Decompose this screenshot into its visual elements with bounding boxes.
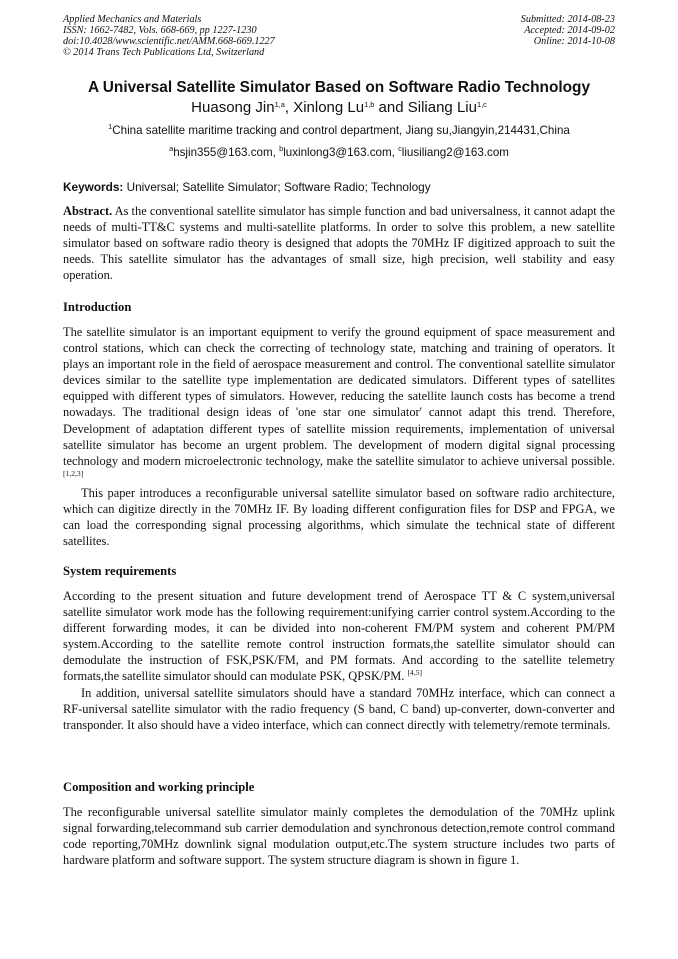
paragraph: The satellite simulator is an important equipment to verify the ground equipment of space measurement and control stations, which can check the correcting of technology state, matching and training of operators. It plays an important role in the field of aerospace measurement and control. The conventional satellite simulator devices similar to the satellite type implementation are dedicated simulators. Different types of satellites equipped with different types of simulators. However, reducing the satellite launch costs has become a trend nowadays. The traditional design ideas of 'one star one simulator' cannot adapt this trend. Therefore, Development of adaptation different types of satellite mission requirements, implementation of universal satellite simulator has become an urgent problem. The development of modern digital signal processing technology and modern microelectronic technology, make the satellite simulator to achieve universal possible.[1,2,3] xyxy=(63,325,615,478)
author-emails xyxy=(0,146,678,159)
affiliation xyxy=(0,124,678,137)
keywords-label: Keywords: xyxy=(63,180,124,194)
keywords-text: Universal; Satellite Simulator; Software Radio; Technology xyxy=(123,180,431,194)
doi-line: doi:10.4028/www.scientific.net/AMM.668-669.1227 xyxy=(63,35,275,47)
affiliation-sup: 1 xyxy=(108,122,113,131)
section-heading-introduction: Introduction xyxy=(63,300,132,314)
email-link[interactable]: hsjin355@163.com, xyxy=(173,146,280,159)
paragraph: The reconfigurable universal satellite simulator mainly completes the demodulation of the 70MHz uplink signal forwarding,telecommand sub carrier demodulation and synchronous detection,remote control command code reporting,70MHz downlink signal modulation output,etc.The system structure includes two parts of hardware platform and software support. The system structure diagram is shown in figure 1. xyxy=(63,805,615,868)
journal-name: Applied Mechanics and Materials xyxy=(63,14,202,25)
author-name: Huasong Jin xyxy=(191,99,275,116)
section-body-introduction xyxy=(63,324,615,549)
abstract-label: Abstract. xyxy=(63,204,113,218)
publication-dates xyxy=(521,15,615,48)
abstract-text: As the conventional satellite simulator has simple function and bad universalness, it cannot adapt the needs of multi-TT&C systems and multi-satellite platforms. In order to solve this problem, a new satellite simulator based on software radio theory is designed that adopts the 70MHz IF digitized approach to suit the needs. This satellite simulator has the advantages of small size, high precision, well stability and easy operation. xyxy=(63,204,615,283)
email-sup: c xyxy=(398,144,402,153)
section-body-system-requirements xyxy=(63,588,615,733)
section-heading-composition: Composition and working principle xyxy=(63,780,255,794)
accepted-date: Accepted: 2014-09-02 xyxy=(524,24,615,36)
abstract xyxy=(63,203,615,283)
affiliation-text: China satellite maritime tracking and control department, Jiang su,Jiangyin,214431,China xyxy=(112,124,570,137)
author-list xyxy=(0,99,678,116)
online-date: Online: 2014-10-08 xyxy=(533,35,615,47)
journal-info xyxy=(63,15,275,59)
paragraph: In addition, universal satellite simulators should have a standard 70MHz interface, which can connect a RF-universal satellite simulator with the radio frequency (S band, C band) up-converter, down-converter and transponder. It also should have a video interface, which can connect directly with telemetry/remote terminals. xyxy=(63,685,615,732)
issn-line: ISSN: 1662-7482, Vols. 668-669, pp 1227-1230 xyxy=(63,24,257,36)
author-affil-sup: 1,b xyxy=(364,100,375,109)
citation: [1,2,3] xyxy=(63,468,84,478)
email-sup: b xyxy=(279,144,284,153)
section-heading-system-requirements: System requirements xyxy=(63,564,177,578)
author-name: Siliang Liu xyxy=(407,99,477,116)
copyright-line: © 2014 Trans Tech Publications Ltd, Switzerland xyxy=(63,46,265,58)
section-body-composition xyxy=(63,804,615,868)
citation: [4,5] xyxy=(407,668,423,678)
paper-title: A Universal Satellite Simulator Based on Software Radio Technology xyxy=(87,79,590,96)
author-separator: and xyxy=(374,99,408,116)
email-sup: a xyxy=(169,144,174,153)
email-link[interactable]: luxinlong3@163.com, xyxy=(283,146,399,159)
paragraph: According to the present situation and future development trend of Aerospace TT & C system,universal satellite simulator work mode has the following requirement:unifying carrier control system.According to the different forwarding modes, it can be divided into non-coherent FM/PM system and coherent PM/PM system.According to the satellite remote control instruction formats,the satellite simulator should can demodulate the instruction of FSK,PSK/FM, and PM formats. And according to the satellite telemetry formats,the satellite simulator should can modulate PSK, QPSK/PM. [4,5] xyxy=(63,589,615,684)
author-separator: , xyxy=(284,99,294,116)
author-name: Xinlong Lu xyxy=(293,99,365,116)
email-link[interactable]: liusiliang2@163.com xyxy=(401,146,509,159)
keywords xyxy=(63,180,431,194)
submitted-date: Submitted: 2014-08-23 xyxy=(520,14,615,25)
author-affil-sup: 1,a xyxy=(274,100,285,109)
paragraph: This paper introduces a reconfigurable universal satellite simulator based on software radio architecture, which can digitize directly in the 70MHz IF. By loading different configuration files for DSP and FPGA, we can load the corresponding signal processing algorithms, which simulate the technical state of different satellites. xyxy=(63,485,615,549)
author-affil-sup: 1,c xyxy=(476,100,487,109)
